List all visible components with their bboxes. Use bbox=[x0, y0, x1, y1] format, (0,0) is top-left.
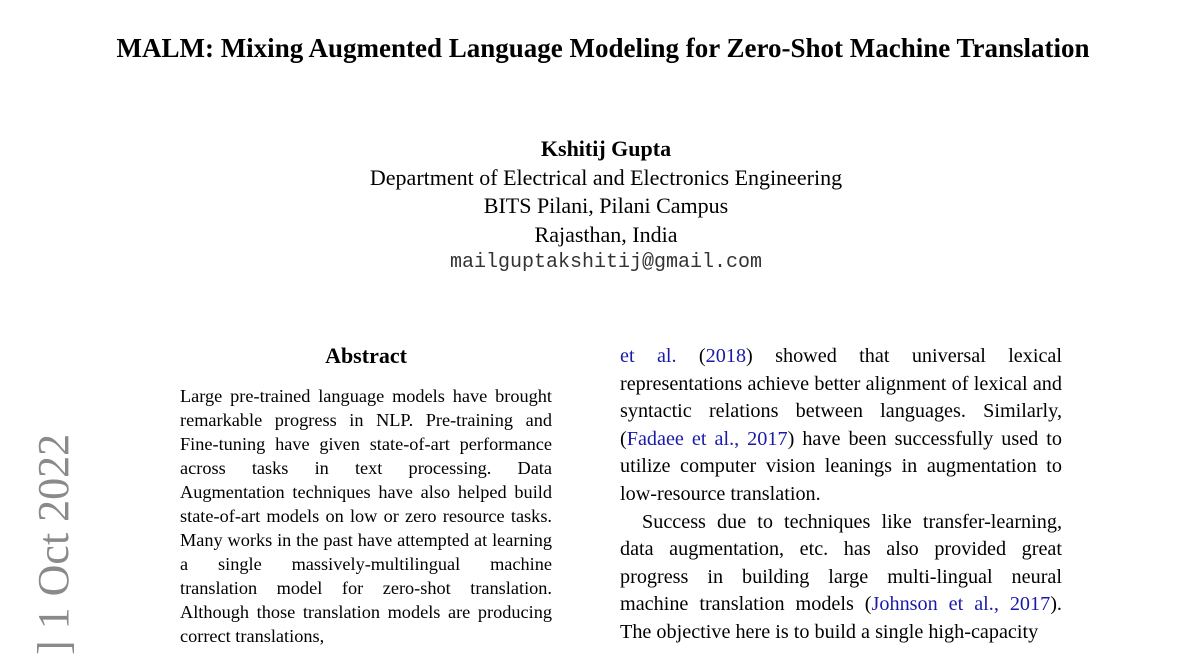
arxiv-date-stamp: ] 1 Oct 2022 bbox=[29, 433, 78, 655]
citation-link[interactable]: Johnson et al., 2017 bbox=[871, 593, 1051, 616]
paragraph-text: showed that universal lexical representations achieve better alignment of lexical and syntactic relations between languages. Similarly, bbox=[620, 345, 1062, 423]
citation-link[interactable]: 2018 bbox=[705, 345, 747, 367]
author-email: mailguptakshitij@gmail.com bbox=[449, 251, 763, 274]
author-institution: BITS Pilani, Pilani Campus bbox=[483, 193, 729, 218]
paper-title: MALM: Mixing Augmented Language Modeling for Zero-Shot Machine Translation bbox=[116, 33, 1090, 63]
author-name: Kshitij Gupta bbox=[540, 136, 672, 161]
abstract-heading: Abstract bbox=[325, 343, 407, 368]
paragraph: Success due to techniques like transfer-learning, data augmentation, etc. has also provided great progress in building large multi-lingual neural machine translation models (Johnson et al., 2017). The objective here is to build a single high-capacity bbox=[620, 510, 1062, 643]
author-block bbox=[200, 135, 1012, 278]
abstract-text: Large pre-trained language models have brought remarkable progress in NLP. Pre-training and Fine-tuning have given state-of-art performance across tasks in text processing. Data Augmentation techniques have also helped build state-of-art models on low or zero resource tasks. Many works in the past have attempted at learning a single massively-multilingual machine translation model for zero-shot translation. Although those translation models are producing correct translations, bbox=[180, 386, 552, 646]
paragraph-text: have been successfully used to utilize computer vision leanings in augmentation to low-resource translation. bbox=[620, 427, 1062, 505]
paragraph-text: The objective here is to build a single high-capacity bbox=[620, 620, 1039, 643]
citation-link[interactable]: Fadaee et al., 2017 bbox=[626, 427, 788, 450]
author-location: Rajasthan, India bbox=[534, 221, 678, 247]
paragraph: et al. (2018) showed that universal lexical representations achieve better alignment of lexical and syntactic relations between languages. Similarly, (Fadaee et al., 2017) have been successfully used to utilize computer vision leanings in augmentation to low-resource translation. bbox=[620, 345, 1062, 505]
citation-link[interactable]: et al. bbox=[620, 345, 677, 367]
author-department: Department of Electrical and Electronics Engineering bbox=[369, 164, 843, 190]
paragraph-text: Success due to techniques like transfer-learning, data augmentation, etc. has also provided great progress in building large multi-lingual neural machine translation models bbox=[620, 510, 1062, 616]
right-column bbox=[620, 343, 1062, 647]
